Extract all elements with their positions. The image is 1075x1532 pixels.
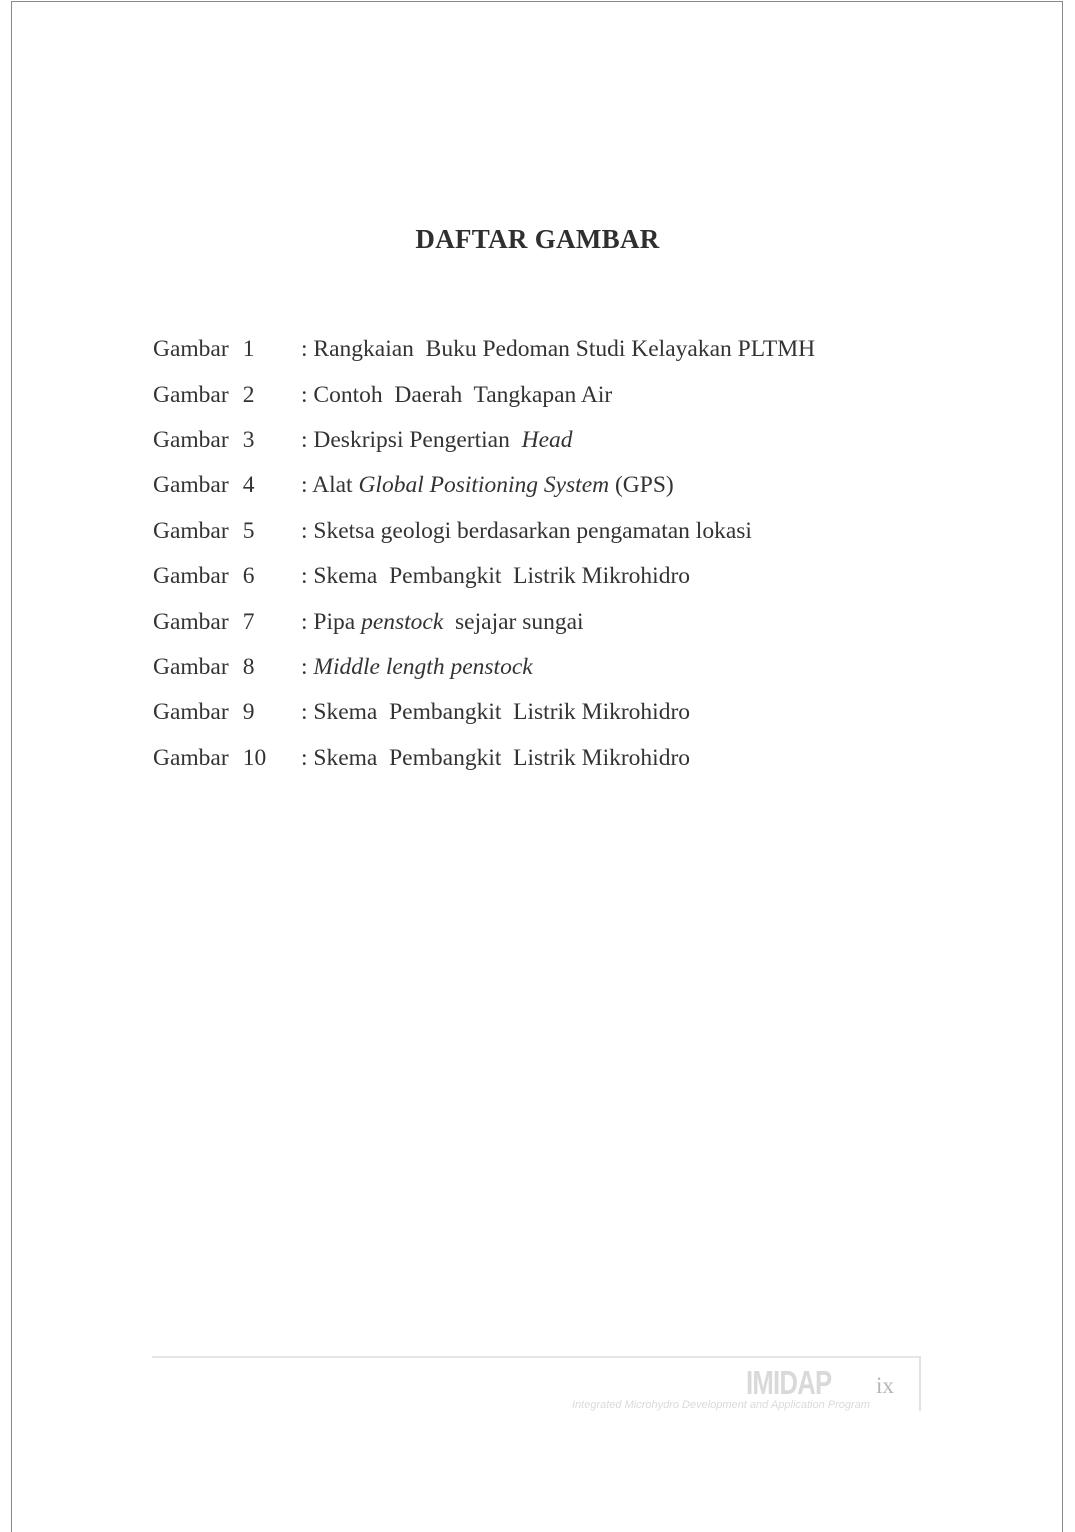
figure-label <box>153 518 301 545</box>
figure-number: 7 <box>242 608 255 635</box>
figure-label-text: Gambar <box>153 336 229 363</box>
figure-caption <box>301 427 573 454</box>
caption-text: (GPS) <box>609 472 674 499</box>
figure-list-item <box>153 418 913 463</box>
figure-list-item <box>153 554 913 599</box>
figure-caption <box>301 472 674 499</box>
caption-text: : Skema Pembangkit Listrik Mikrohidro <box>301 699 691 726</box>
footer-vertical-divider <box>919 1356 921 1411</box>
caption-text: : <box>301 653 314 680</box>
caption-text: : Alat <box>301 472 359 499</box>
caption-text: sejajar sungai <box>443 608 584 635</box>
figure-caption <box>301 518 752 545</box>
figure-label <box>153 472 301 499</box>
figure-number: 1 <box>242 336 255 363</box>
caption-text: : Skema Pembangkit Listrik Mikrohidro <box>301 744 691 771</box>
figure-label <box>153 654 301 681</box>
figure-caption <box>301 336 815 363</box>
figure-label <box>153 382 301 409</box>
caption-text: : Skema Pembangkit Listrik Mikrohidro <box>301 563 691 590</box>
caption-text: : Deskripsi Pengertian <box>301 426 522 453</box>
footer-tagline: Integrated Microhydro Development and Application Program <box>572 1399 870 1411</box>
figure-number: 2 <box>242 381 255 408</box>
figure-list <box>153 327 913 781</box>
imidap-logo: IMIDAP <box>746 1364 832 1401</box>
figure-list-item <box>153 736 913 781</box>
caption-text: : Sketsa geologi berdasarkan pengamatan lokasi <box>301 517 752 544</box>
caption-italic-text: Middle length penstock <box>313 653 533 680</box>
figure-list-item <box>153 327 913 372</box>
figure-number: 4 <box>242 472 255 499</box>
figure-label-text: Gambar <box>153 426 229 453</box>
figure-label-text: Gambar <box>153 608 229 635</box>
figure-label-text: Gambar <box>153 472 229 499</box>
figure-list-item <box>153 599 913 644</box>
figure-label <box>153 609 301 636</box>
figure-label-text: Gambar <box>153 744 229 771</box>
page-title: DAFTAR GAMBAR <box>415 224 660 254</box>
figure-list-item <box>153 372 913 417</box>
figure-caption <box>301 563 690 590</box>
figure-number: 6 <box>242 563 255 590</box>
figure-list-item <box>153 509 913 554</box>
caption-italic-text: Head <box>521 426 573 453</box>
caption-italic-text: penstock <box>361 608 444 635</box>
figure-caption <box>301 654 533 681</box>
figure-number: 10 <box>242 744 267 771</box>
caption-text: : Pipa <box>301 608 362 635</box>
figure-caption <box>301 699 690 726</box>
figure-label-text: Gambar <box>153 653 229 680</box>
figure-caption <box>301 745 690 772</box>
caption-italic-text: Global Positioning System <box>358 472 610 499</box>
figure-label <box>153 336 301 363</box>
figure-label <box>153 563 301 590</box>
footer-divider <box>152 1356 920 1358</box>
figure-number: 9 <box>242 699 255 726</box>
figure-label <box>153 427 301 454</box>
figure-number: 8 <box>242 653 255 680</box>
figure-list-item <box>153 690 913 735</box>
caption-text: : Contoh Daerah Tangkapan Air <box>301 381 613 408</box>
figure-list-item <box>153 463 913 508</box>
caption-text: : Rangkaian Buku Pedoman Studi Kelayakan PLTMH <box>301 336 816 363</box>
figure-number: 5 <box>242 517 255 544</box>
figure-number: 3 <box>242 426 255 453</box>
page-number: ix <box>876 1373 894 1398</box>
figure-label-text: Gambar <box>153 699 229 726</box>
figure-caption <box>301 609 584 636</box>
figure-list-item <box>153 645 913 690</box>
figure-label-text: Gambar <box>153 563 229 590</box>
figure-label <box>153 745 301 772</box>
figure-label-text: Gambar <box>153 381 229 408</box>
figure-caption <box>301 382 612 409</box>
figure-label-text: Gambar <box>153 517 229 544</box>
figure-label <box>153 699 301 726</box>
